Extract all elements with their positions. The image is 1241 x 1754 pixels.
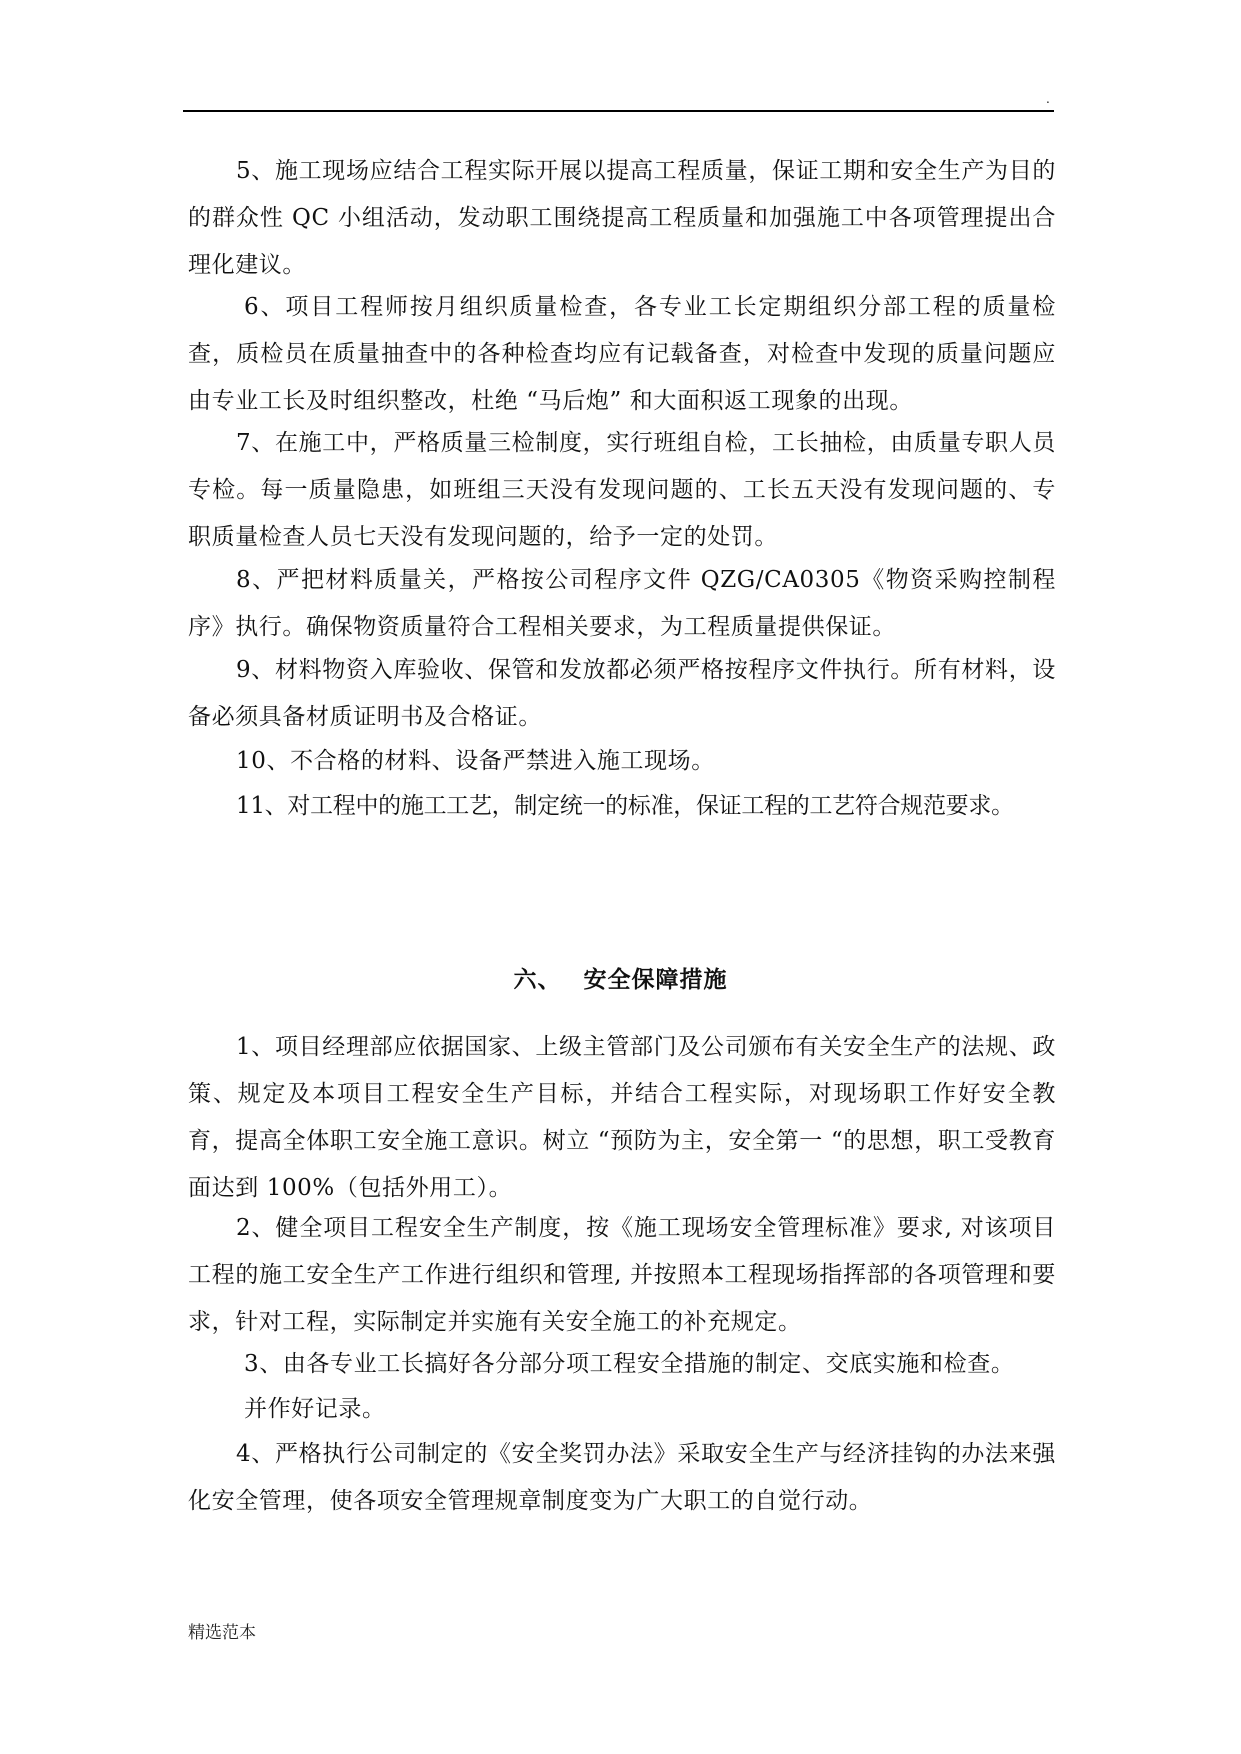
safety-paragraph-2: 2、健全项目工程安全生产制度，按《施工现场安全管理标准》要求, 对该项目工程的施工安全生产工作进行组织和管理, 并按照本工程现场指挥部的各项管理和要求，针对工程，实际制定并实施有关安全施工的补充规定。 xyxy=(188,1215,1056,1335)
safety-paragraph-4: 4、严格执行公司制定的《安全奖罚办法》采取安全生产与经济挂钩的办法来强化安全管理，使各项安全管理规章制度变为广大职工的自觉行动。 xyxy=(188,1441,1056,1514)
section-title: 安全保障措施 xyxy=(583,967,728,993)
footer-text: 精选范本 xyxy=(188,1623,256,1643)
safety-paragraph-1: 1、项目经理部应依据国家、上级主管部门及公司颁布有关安全生产的法规、政策、规定及本项目工程安全生产目标，并结合工程实际，对现场职工作好安全教育，提高全体职工安全施工意识。树立 “预防为主，安全第一 “的思想，职工受教育面达到 100%（包括外用工）。 xyxy=(188,1034,1056,1201)
section-number: 六、 xyxy=(513,967,562,993)
paragraph-5: 5、施工现场应结合工程实际开展以提高工程质量，保证工期和安全生产为目的的群众性 QC 小组活动，发动职工围绕提高工程质量和加强施工中各项管理提出合理化建议。 xyxy=(188,158,1056,278)
paragraph-6: 6、项目工程师按月组织质量检查，各专业工长定期组织分部工程的质量检查，质检员在质量抽查中的各种检查均应有记载备查，对检查中发现的质量问题应由专业工长及时组织整改，杜绝 “马后炮” 和大面积返工现象的出现。 xyxy=(188,294,1056,414)
paragraph-7: 7、在施工中，严格质量三检制度，实行班组自检，工长抽检，由质量专职人员专检。每一质量隐患，如班组三天没有发现问题的、工长五天没有发现问题的、专职质量检查人员七天没有发现问题的，给予一定的处罚。 xyxy=(188,430,1056,550)
safety-paragraph-3-note: 并作好记录。 xyxy=(244,1396,386,1422)
section-heading xyxy=(0,960,1241,1000)
paragraph-8: 8、严把材料质量关，严格按公司程序文件 QZG/CA0305《物资采购控制程序》执行。确保物资质量符合工程相关要求，为工程质量提供保证。 xyxy=(188,567,1056,640)
paragraph-11: 11、对工程中的施工工艺，制定统一的标准，保证工程的工艺符合规范要求。 xyxy=(236,793,1014,819)
safety-paragraph-3: 3、由各专业工长搞好各分部分项工程安全措施的制定、交底实施和检查。 xyxy=(244,1351,1015,1377)
paragraph-10: 10、不合格的材料、设备严禁进入施工现场。 xyxy=(236,748,715,774)
header-mark: . xyxy=(1046,92,1050,106)
paragraph-9: 9、材料物资入库验收、保管和发放都必须严格按程序文件执行。所有材料，设备必须具备材质证明书及合格证。 xyxy=(188,657,1056,730)
header-rule xyxy=(183,110,1054,112)
